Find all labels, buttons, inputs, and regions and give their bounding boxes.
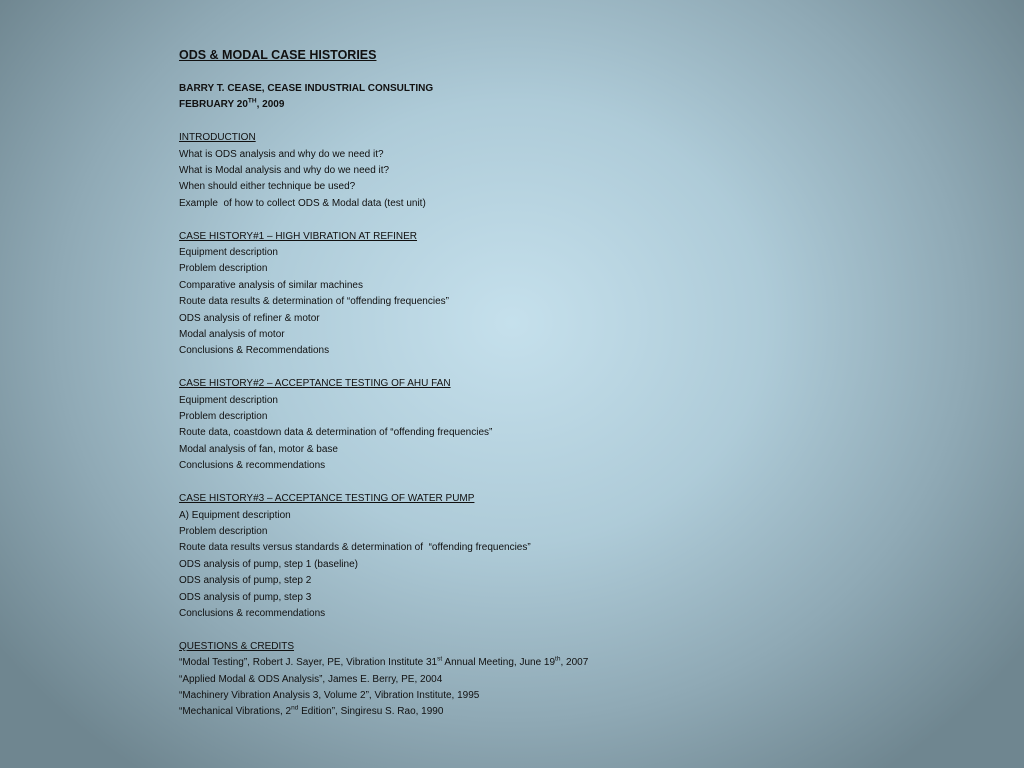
- section-case-history-3: [179, 491, 999, 622]
- list-item: Example of how to collect ODS & Modal data (test unit): [179, 197, 426, 209]
- list-item: Route data, coastdown data & determination of “offending frequencies”: [179, 427, 493, 439]
- list-item: Problem description: [179, 411, 268, 423]
- list-item: When should either technique be used?: [179, 181, 356, 193]
- list-item: A) Equipment description: [179, 509, 291, 521]
- list-item: Problem description: [179, 525, 268, 537]
- list-item: Modal analysis of motor: [179, 329, 285, 341]
- list-item: Problem description: [179, 263, 268, 275]
- list-item: Conclusions & recommendations: [179, 460, 326, 472]
- section-questions-credits: [179, 639, 999, 721]
- section-heading: QUESTIONS & CREDITS: [179, 640, 295, 652]
- list-item: ODS analysis of pump, step 2: [179, 575, 312, 587]
- credit-item: “Modal Testing”, Robert J. Sayer, PE, Vibration Institute 31st Annual Meeting, June 19th, 2007: [179, 655, 589, 669]
- list-item: Equipment description: [179, 394, 278, 406]
- date-line: FEBRUARY 20TH, 2009: [179, 98, 285, 111]
- section-heading: CASE HISTORY#3 – ACCEPTANCE TESTING OF WATER PUMP: [179, 493, 475, 505]
- list-item: Conclusions & recommendations: [179, 607, 326, 619]
- list-item: Conclusions & Recommendations: [179, 345, 330, 357]
- list-item: What is Modal analysis and why do we need it?: [179, 165, 390, 177]
- list-item: ODS analysis of refiner & motor: [179, 312, 320, 324]
- credit-item: “Mechanical Vibrations, 2nd Edition”, Singiresu S. Rao, 1990: [179, 705, 444, 718]
- list-item: Equipment description: [179, 247, 278, 259]
- list-item: Route data results versus standards & determination of “offending frequencies”: [179, 542, 531, 554]
- list-item: Route data results & determination of “offending frequencies”: [179, 296, 449, 308]
- credit-item: “Applied Modal & ODS Analysis”, James E. Berry, PE, 2004: [179, 673, 443, 685]
- slide-content: [179, 46, 999, 721]
- list-item: ODS analysis of pump, step 3: [179, 591, 312, 603]
- list-item: What is ODS analysis and why do we need it?: [179, 148, 384, 160]
- page-title: ODS & MODAL CASE HISTORIES: [179, 48, 377, 62]
- list-item: ODS analysis of pump, step 1 (baseline): [179, 558, 358, 570]
- section-heading: CASE HISTORY#2 – ACCEPTANCE TESTING OF AHU FAN: [179, 378, 451, 390]
- section-introduction: [179, 130, 999, 212]
- section-case-history-2: [179, 376, 999, 474]
- credit-item: “Machinery Vibration Analysis 3, Volume 2”, Vibration Institute, 1995: [179, 689, 480, 701]
- list-item: Comparative analysis of similar machines: [179, 279, 363, 291]
- section-heading: INTRODUCTION: [179, 132, 256, 144]
- list-item: Modal analysis of fan, motor & base: [179, 443, 338, 455]
- section-heading: CASE HISTORY#1 – HIGH VIBRATION AT REFINER: [179, 230, 418, 242]
- section-case-history-1: [179, 229, 999, 360]
- author-line: BARRY T. CEASE, CEASE INDUSTRIAL CONSULTING: [179, 83, 434, 94]
